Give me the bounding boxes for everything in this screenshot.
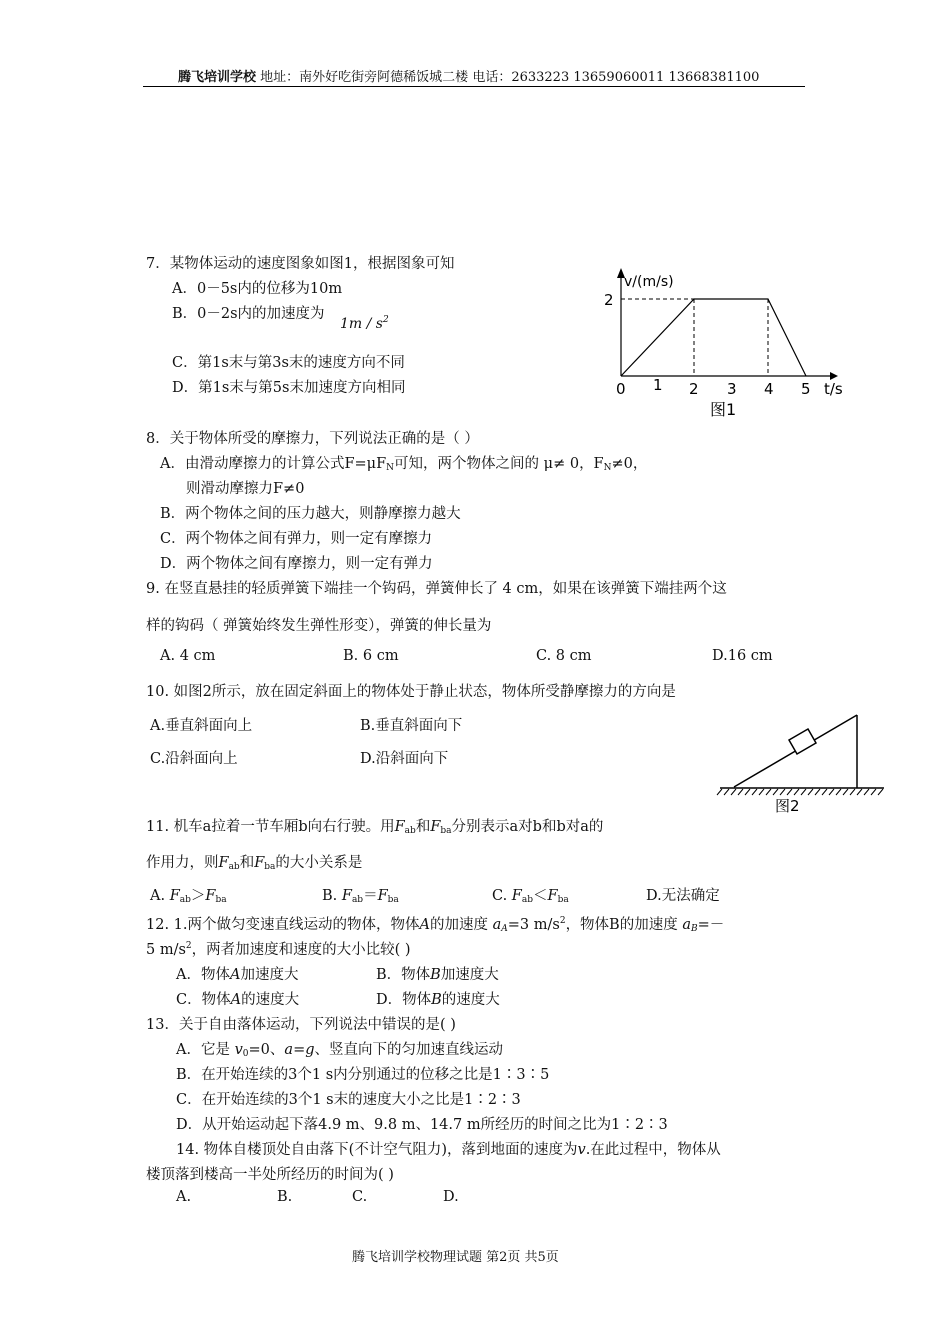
q10-option-d: D.沿斜面向下 — [360, 751, 449, 767]
q9-option-c: C. 8 cm — [536, 648, 592, 664]
q7-stem: 7．某物体运动的速度图象如图1，根据图象可知 — [146, 256, 455, 272]
q12-stem-line1: 12. 1.两个做匀变速直线运动的物体，物体A的加速度 $a_A=3$ $m/s^2$，物体B的加速度 $a_B=-$ — [146, 916, 725, 934]
q8-option-d: D．两个物体之间有摩擦力，则一定有弹力 — [160, 556, 433, 572]
ground-hatch — [717, 789, 883, 795]
q13-option-a: A．它是 $v_0=0$、a=g、竖直向下的匀加速直线运动 — [176, 1042, 504, 1059]
q12-stem-line2: 5 $m/s^2$，两者加速度和速度的大小比较( ) — [146, 941, 411, 958]
x-tick-5: 5 — [801, 380, 811, 398]
school-name: 腾飞培训学校 — [178, 70, 257, 85]
q8-option-c: C．两个物体之间有弹力，则一定有摩擦力 — [160, 531, 433, 547]
q10-option-c: C.沿斜面向上 — [150, 751, 238, 767]
figure-1-caption: 图1 — [710, 400, 737, 419]
school-phone: 电话：2633223 13659060011 13668381100 — [472, 70, 760, 85]
q13-option-d: D．从开始运动起下落4.9 m、9.8 m、14.7 m所经历的时间之比为1∶2∶3 — [176, 1117, 668, 1133]
q9-stem-line1: 9. 在竖直悬挂的轻质弹簧下端挂一个钩码，弹簧伸长了 4 cm，如果在该弹簧下端挂两个这 — [146, 581, 727, 597]
figure-2-incline — [712, 708, 887, 818]
q14-option-c: C. — [352, 1189, 368, 1205]
y-tick-2: 2 — [604, 291, 614, 309]
q7-option-a: A．0－5s内的位移为10m — [172, 281, 343, 297]
q7-option-c: C．第1s末与第3s末的速度方向不同 — [172, 355, 405, 371]
x-tick-4: 4 — [764, 380, 774, 398]
q8-stem: 8．关于物体所受的摩擦力，下列说法正确的是（ ） — [146, 431, 479, 447]
x-axis-label: t/s — [824, 380, 843, 398]
y-axis-label: v/(m/s) — [624, 274, 674, 290]
velocity-line — [621, 299, 806, 376]
x-tick-0: 0 — [616, 380, 626, 398]
x-tick-3: 3 — [727, 380, 737, 398]
q10-option-a: A.垂直斜面向上 — [150, 718, 253, 734]
q14-option-d: D. — [443, 1189, 459, 1205]
q11-stem-line2: 作用力，则$F_{ab}$和$F_{ba}$的大小关系是 — [146, 855, 363, 872]
x-axis-arrow — [830, 372, 838, 380]
q11-option-a: A. $F_{ab}>F_{ba}$ — [150, 888, 227, 905]
q9-option-a: A. 4 cm — [160, 648, 216, 664]
q7-option-d: D．第1s末与第5s末加速度方向相同 — [172, 380, 406, 396]
header-rule — [143, 86, 805, 87]
q14-option-a: A. — [176, 1189, 192, 1205]
q13-stem: 13．关于自由落体运动，下列说法中错误的是( ) — [146, 1017, 456, 1033]
q12-option-d: D．物体B的速度大 — [376, 992, 500, 1008]
q11-option-d: D.无法确定 — [646, 888, 720, 904]
q8-option-a: A．由滑动摩擦力的计算公式$F=\mu F_N$可知，两个物体之间的 μ≠ 0，$F_N\ne 0$， — [160, 456, 648, 473]
q14-stem-line1: 14. 物体自楼顶处自由落下(不计空气阻力)，落到地面的速度为v.在此过程中，物体从 — [176, 1142, 721, 1158]
x-tick-1: 1 — [653, 376, 663, 394]
q12-option-a: A．物体A加速度大 — [176, 967, 299, 983]
q10-stem: 10. 如图2所示，放在固定斜面上的物体处于静止状态，物体所受静摩擦力的方向是 — [146, 684, 676, 700]
school-address: 地址：南外好吃街旁阿德稀饭城二楼 — [260, 70, 469, 85]
q9-option-d: D.16 cm — [712, 648, 773, 664]
q7-b-unit: $1m / s^2$ — [340, 315, 389, 332]
q14-stem-line2: 楼顶落到楼高一半处所经历的时间为( ) — [146, 1167, 394, 1183]
q13-option-c: C．在开始连续的3个1 s末的速度大小之比是1∶2∶3 — [176, 1092, 521, 1108]
q8-option-a-cont: 则滑动摩擦力F≠0 — [186, 481, 305, 497]
q9-stem-line2: 样的钩码（ 弹簧始终发生弹性形变），弹簧的伸长量为 — [146, 618, 492, 634]
q11-option-b: B. $F_{ab}=F_{ba}$ — [322, 888, 399, 905]
page-footer: 腾飞培训学校物理试题 第2页 共5页 — [352, 1250, 559, 1265]
q8-option-b: B．两个物体之间的压力越大，则静摩擦力越大 — [160, 506, 461, 522]
q14-option-b: B. — [277, 1189, 293, 1205]
q10-option-b: B.垂直斜面向下 — [360, 718, 463, 734]
q12-option-c: C．物体A的速度大 — [176, 992, 300, 1008]
q11-option-c: C. $F_{ab}<F_{ba}$ — [492, 888, 569, 905]
x-tick-2: 2 — [689, 380, 699, 398]
q11-stem-line1: 11. 机车a拉着一节车厢b向右行驶。用$F_{ab}$和$F_{ba}$分别表示a对b和b对a的 — [146, 819, 604, 836]
q13-option-b: B．在开始连续的3个1 s内分别通过的位移之比是1∶3∶5 — [176, 1067, 550, 1083]
q7-option-b: B．0－2s内的加速度为 — [172, 306, 325, 322]
block-on-incline — [789, 729, 816, 754]
figure-2-caption: 图2 — [775, 797, 800, 815]
page-header — [178, 66, 759, 85]
q9-option-b: B. 6 cm — [343, 648, 399, 664]
q12-option-b: B．物体B加速度大 — [376, 967, 499, 983]
figure-1-vt-graph — [600, 262, 860, 427]
